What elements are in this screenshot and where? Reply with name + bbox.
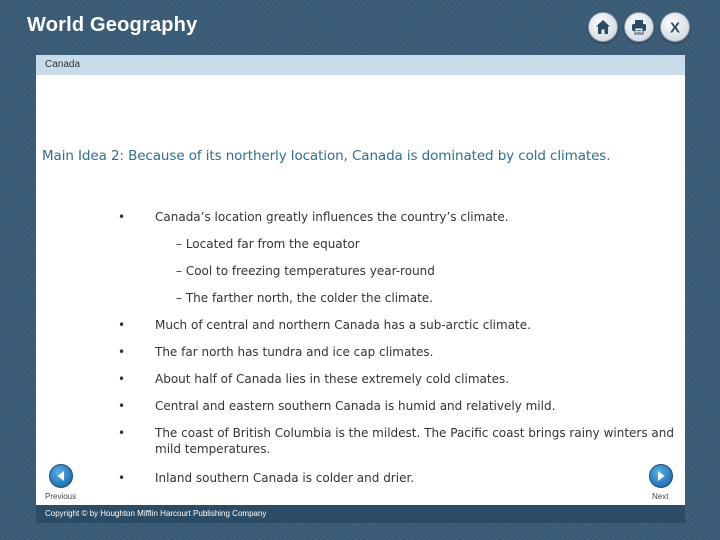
next-label[interactable]: Next — [652, 492, 669, 501]
arrow-left-icon — [55, 470, 67, 482]
main-idea-heading: Main Idea 2: Because of its northerly location, Canada is dominated by cold climates. — [42, 148, 611, 164]
breadcrumb: Canada — [45, 59, 81, 70]
sub-bullet-item — [176, 236, 656, 252]
sub-bullet-marker: – — [176, 291, 182, 305]
sub-bullet-marker: – — [176, 237, 182, 251]
printer-icon — [630, 18, 648, 36]
copyright-text: Copyright © by Houghton Mifflin Harcourt Publishing Company — [45, 509, 267, 518]
sub-bullet-text: The farther north, the colder the climate. — [185, 291, 433, 305]
bullet-item — [118, 209, 678, 225]
slide-content — [36, 75, 685, 505]
bullet-item — [118, 425, 678, 457]
bullet-marker: • — [118, 426, 126, 440]
sub-bullet-text: Cool to freezing temperatures year-round — [185, 264, 435, 278]
bullet-text: Canada’s location greatly influences the country’s climate. — [155, 210, 509, 224]
app-title: World Geography — [27, 14, 198, 36]
sub-bullet-text: Located far from the equator — [185, 237, 360, 251]
next-button[interactable] — [649, 464, 673, 488]
bullet-list — [36, 75, 685, 505]
bullet-item — [118, 344, 678, 360]
home-icon — [594, 18, 612, 36]
breadcrumb-bar — [36, 55, 685, 75]
sub-bullet-marker: – — [176, 264, 182, 278]
arrow-right-icon — [655, 470, 667, 482]
bullet-item — [118, 371, 678, 387]
print-button[interactable] — [624, 12, 654, 42]
bullet-text: The coast of British Columbia is the mildest. The Pacific coast brings rainy winters and mild temperatures. — [155, 426, 674, 456]
bullet-marker: • — [118, 210, 126, 224]
previous-button[interactable] — [49, 464, 73, 488]
home-button[interactable] — [588, 12, 618, 42]
previous-label[interactable]: Previous — [45, 492, 77, 501]
bullet-text: Inland southern Canada is colder and drier. — [155, 471, 415, 485]
sub-bullet-item — [176, 263, 656, 279]
bullet-text: About half of Canada lies in these extremely cold climates. — [155, 372, 510, 386]
footer-bar — [36, 505, 685, 523]
bullet-text: Much of central and northern Canada has a sub-arctic climate. — [155, 318, 531, 332]
bullet-marker: • — [118, 318, 126, 332]
bullet-item — [118, 317, 678, 333]
bullet-item — [118, 398, 678, 414]
sub-bullet-item — [176, 290, 656, 306]
bullet-text: The far north has tundra and ice cap climates. — [155, 345, 434, 359]
bullet-item — [118, 470, 678, 486]
toolbar — [588, 12, 690, 42]
bullet-marker: • — [118, 471, 126, 485]
bullet-text: Central and eastern southern Canada is humid and relatively mild. — [155, 399, 556, 413]
close-icon — [666, 18, 684, 36]
close-button[interactable] — [660, 12, 690, 42]
close-label: X — [669, 19, 681, 36]
bullet-marker: • — [118, 372, 126, 386]
bullet-marker: • — [118, 345, 126, 359]
bullet-marker: • — [118, 399, 126, 413]
